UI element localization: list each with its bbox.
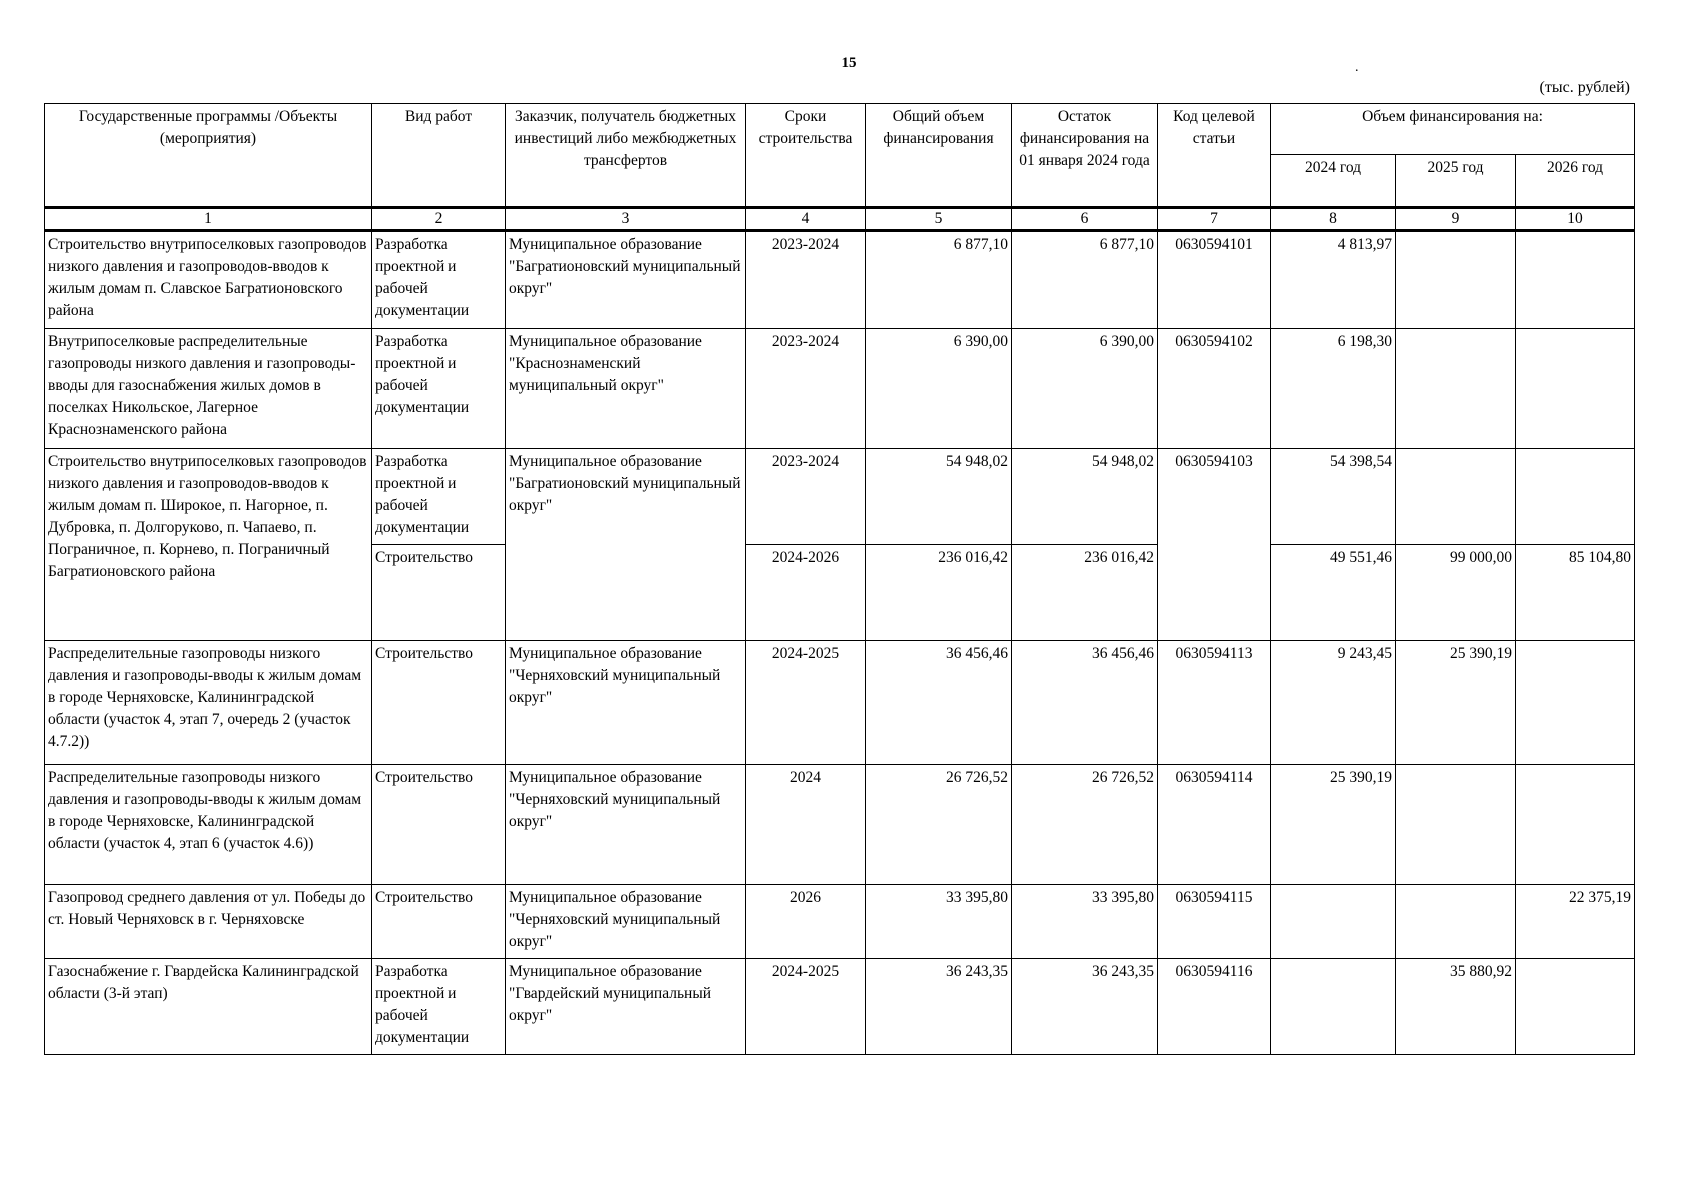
cell-2025	[1396, 329, 1516, 449]
header-row	[45, 104, 1635, 155]
header-code: Код целевой статьи	[1158, 104, 1271, 208]
column-number: 1	[45, 208, 372, 231]
cell-remainder: 33 395,80	[1012, 885, 1158, 959]
cell-period: 2024-2025	[746, 641, 866, 765]
cell-object: Газопровод среднего давления от ул. Победы до ст. Новый Черняховск в г. Черняховске	[45, 885, 372, 959]
column-number: 6	[1012, 208, 1158, 231]
cell-object: Строительство внутрипоселковых газопроводов низкого давления и газопроводов-вводов к жилым домам п. Широкое, п. Нагорное, п. Дубровка, п. Долгоруково, п. Чапаево, п. Пограничное, п. Корнево, п. Пограничный Багратионовского района	[45, 449, 372, 641]
header-total: Общий объем финансирования	[866, 104, 1012, 208]
cell-customer: Муниципальное образование "Багратионовский муниципальный округ"	[506, 449, 746, 641]
cell-work: Строительство	[372, 765, 506, 885]
cell-work: Разработка проектной и рабочей документации	[372, 329, 506, 449]
cell-total: 36 243,35	[866, 959, 1012, 1055]
cell-2024: 6 198,30	[1271, 329, 1396, 449]
cell-customer: Муниципальное образование "Черняховский муниципальный округ"	[506, 765, 746, 885]
cell-total: 6 877,10	[866, 231, 1012, 329]
header-objects: Государственные программы /Объекты (мероприятия)	[45, 104, 372, 208]
cell-remainder: 236 016,42	[1012, 545, 1158, 641]
cell-code: 0630594114	[1158, 765, 1271, 885]
column-number: 2	[372, 208, 506, 231]
cell-2024: 25 390,19	[1271, 765, 1396, 885]
cell-2026	[1516, 231, 1635, 329]
table-row	[45, 231, 1635, 329]
cell-remainder: 36 243,35	[1012, 959, 1158, 1055]
table-row	[45, 765, 1635, 885]
header-2026: 2026 год	[1516, 155, 1635, 208]
column-number: 8	[1271, 208, 1396, 231]
cell-2026: 22 375,19	[1516, 885, 1635, 959]
cell-work: Строительство	[372, 641, 506, 765]
cell-period: 2026	[746, 885, 866, 959]
cell-work: Разработка проектной и рабочей документации	[372, 231, 506, 329]
cell-customer: Муниципальное образование "Гвардейский муниципальный округ"	[506, 959, 746, 1055]
cell-customer: Муниципальное образование "Краснознаменский муниципальный округ"	[506, 329, 746, 449]
cell-object: Строительство внутрипоселковых газопроводов низкого давления и газопроводов-вводов к жилым домам п. Славское Багратионовского района	[45, 231, 372, 329]
cell-remainder: 6 390,00	[1012, 329, 1158, 449]
cell-2025	[1396, 449, 1516, 545]
cell-code: 0630594101	[1158, 231, 1271, 329]
cell-total: 26 726,52	[866, 765, 1012, 885]
cell-period: 2023-2024	[746, 449, 866, 545]
cell-2026	[1516, 959, 1635, 1055]
column-number: 7	[1158, 208, 1271, 231]
cell-code: 0630594102	[1158, 329, 1271, 449]
table-row	[45, 959, 1635, 1055]
stray-dot: .	[1355, 60, 1359, 75]
column-number: 4	[746, 208, 866, 231]
cell-work: Строительство	[372, 545, 506, 641]
header-period: Сроки строительства	[746, 104, 866, 208]
column-number: 9	[1396, 208, 1516, 231]
cell-2025	[1396, 765, 1516, 885]
cell-object: Газоснабжение г. Гвардейска Калининградской области (3-й этап)	[45, 959, 372, 1055]
cell-2025: 25 390,19	[1396, 641, 1516, 765]
cell-period: 2023-2024	[746, 329, 866, 449]
cell-2025	[1396, 231, 1516, 329]
cell-total: 54 948,02	[866, 449, 1012, 545]
header-2024: 2024 год	[1271, 155, 1396, 208]
cell-period: 2024-2025	[746, 959, 866, 1055]
cell-2024: 49 551,46	[1271, 545, 1396, 641]
column-numbers-row	[45, 208, 1635, 231]
cell-remainder: 26 726,52	[1012, 765, 1158, 885]
table-row	[45, 641, 1635, 765]
cell-2025: 35 880,92	[1396, 959, 1516, 1055]
cell-2024: 4 813,97	[1271, 231, 1396, 329]
header-remainder: Остаток финансирования на 01 января 2024 года	[1012, 104, 1158, 208]
units-note: (тыс. рублей)	[1539, 79, 1630, 96]
cell-2024: 9 243,45	[1271, 641, 1396, 765]
page-number: 15	[841, 55, 857, 71]
cell-remainder: 6 877,10	[1012, 231, 1158, 329]
cell-code: 0630594103	[1158, 449, 1271, 641]
header-customer: Заказчик, получатель бюджетных инвестиций либо межбюджетных трансфертов	[506, 104, 746, 208]
cell-object: Распределительные газопроводы низкого давления и газопроводы-вводы к жилым домам в городе Черняховске, Калининградской области (участок 4, этап 7, очередь 2 (участок 4.7.2))	[45, 641, 372, 765]
cell-customer: Муниципальное образование "Черняховский муниципальный округ"	[506, 885, 746, 959]
cell-code: 0630594113	[1158, 641, 1271, 765]
cell-period: 2024	[746, 765, 866, 885]
cell-work: Строительство	[372, 885, 506, 959]
cell-2026	[1516, 449, 1635, 545]
cell-2025: 99 000,00	[1396, 545, 1516, 641]
header-work-type: Вид работ	[372, 104, 506, 208]
cell-total: 33 395,80	[866, 885, 1012, 959]
cell-total: 236 016,42	[866, 545, 1012, 641]
cell-customer: Муниципальное образование "Черняховский муниципальный округ"	[506, 641, 746, 765]
header-2025: 2025 год	[1396, 155, 1516, 208]
column-number: 10	[1516, 208, 1635, 231]
column-number: 5	[866, 208, 1012, 231]
table-row	[45, 885, 1635, 959]
cell-total: 36 456,46	[866, 641, 1012, 765]
cell-code: 0630594116	[1158, 959, 1271, 1055]
cell-work: Разработка проектной и рабочей документации	[372, 959, 506, 1055]
cell-object: Внутрипоселковые распределительные газопроводы низкого давления и газопроводы-вводы для газоснабжения жилых домов в поселках Никольское, Лагерное Краснознаменского района	[45, 329, 372, 449]
cell-work: Разработка проектной и рабочей документации	[372, 449, 506, 545]
column-number: 3	[506, 208, 746, 231]
cell-2026	[1516, 641, 1635, 765]
cell-2024	[1271, 959, 1396, 1055]
cell-2026	[1516, 329, 1635, 449]
cell-2026: 85 104,80	[1516, 545, 1635, 641]
financing-table	[44, 103, 1635, 1055]
table-row	[45, 329, 1635, 449]
cell-total: 6 390,00	[866, 329, 1012, 449]
cell-remainder: 36 456,46	[1012, 641, 1158, 765]
cell-customer: Муниципальное образование "Багратионовский муниципальный округ"	[506, 231, 746, 329]
cell-object: Распределительные газопроводы низкого давления и газопроводы-вводы к жилым домам в городе Черняховске, Калининградской области (участок 4, этап 6 (участок 4.6))	[45, 765, 372, 885]
header-financing-group: Объем финансирования на:	[1271, 104, 1635, 155]
cell-2024: 54 398,54	[1271, 449, 1396, 545]
cell-2026	[1516, 765, 1635, 885]
cell-period: 2023-2024	[746, 231, 866, 329]
table-row	[45, 449, 1635, 545]
cell-period: 2024-2026	[746, 545, 866, 641]
cell-remainder: 54 948,02	[1012, 449, 1158, 545]
cell-2025	[1396, 885, 1516, 959]
cell-code: 0630594115	[1158, 885, 1271, 959]
cell-2024	[1271, 885, 1396, 959]
